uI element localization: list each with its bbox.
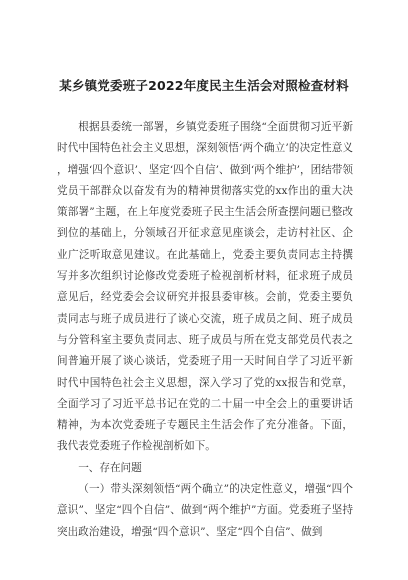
section-heading: 一、存在问题 [78,461,142,474]
document-title: 某乡镇党委班子2022年度民主生活会对照检查材料 [59,78,349,93]
section-paragraph: （一）带头深刻领悟“两个确立”的决定性意义，增强“四个意识”、坚定“四个自信”、做到“两个维护”方面。党委班子坚持突出政治建设，增强“四个意识”、坚定“四个自信”、做到 [57,483,353,538]
intro-paragraph: 根据县委统一部署，乡镇党委班子围绕“全面贯彻习近平新时代中国特色社会主义思想，深刻领悟‘两个确立’的决定性意义，增强‘四个意识’、坚定‘四个自信’、做到‘两个维护’，团结带领党员干部群众以奋发有为的精神贯彻落实党的xx作出的重大决策部署”主题，在上年度党委班子民主生活会所查摆问题已整改到位的基础上，分领域召开征求意见座谈会，走访村社区、企业广泛听取意见建议。在此基础上，党委主要负责同志主持撰写并多次组织讨论修改党委班子检视剖析材料，征求班子成员意见后，经党委会会议研究并报县委审核。会前，党委主要负责同志与班子成员进行了谈心交流，班子成员之间、班子成员与分管科室主要负责同志、班子成员与所在党支部党员代表之间普遍开展了谈心谈话，党委班子用一天时间自学了习近平新时代中国特色社会主义思想，深入学习了党的xx报告和党章，全面学习了习近平总书记在党的二十届一中全会上的重要讲话精神，为本次党委班子专题民主生活会作了充分准备。下面，我代表党委班子作检视剖析如下。 [57,121,353,453]
document-body [57,117,353,543]
